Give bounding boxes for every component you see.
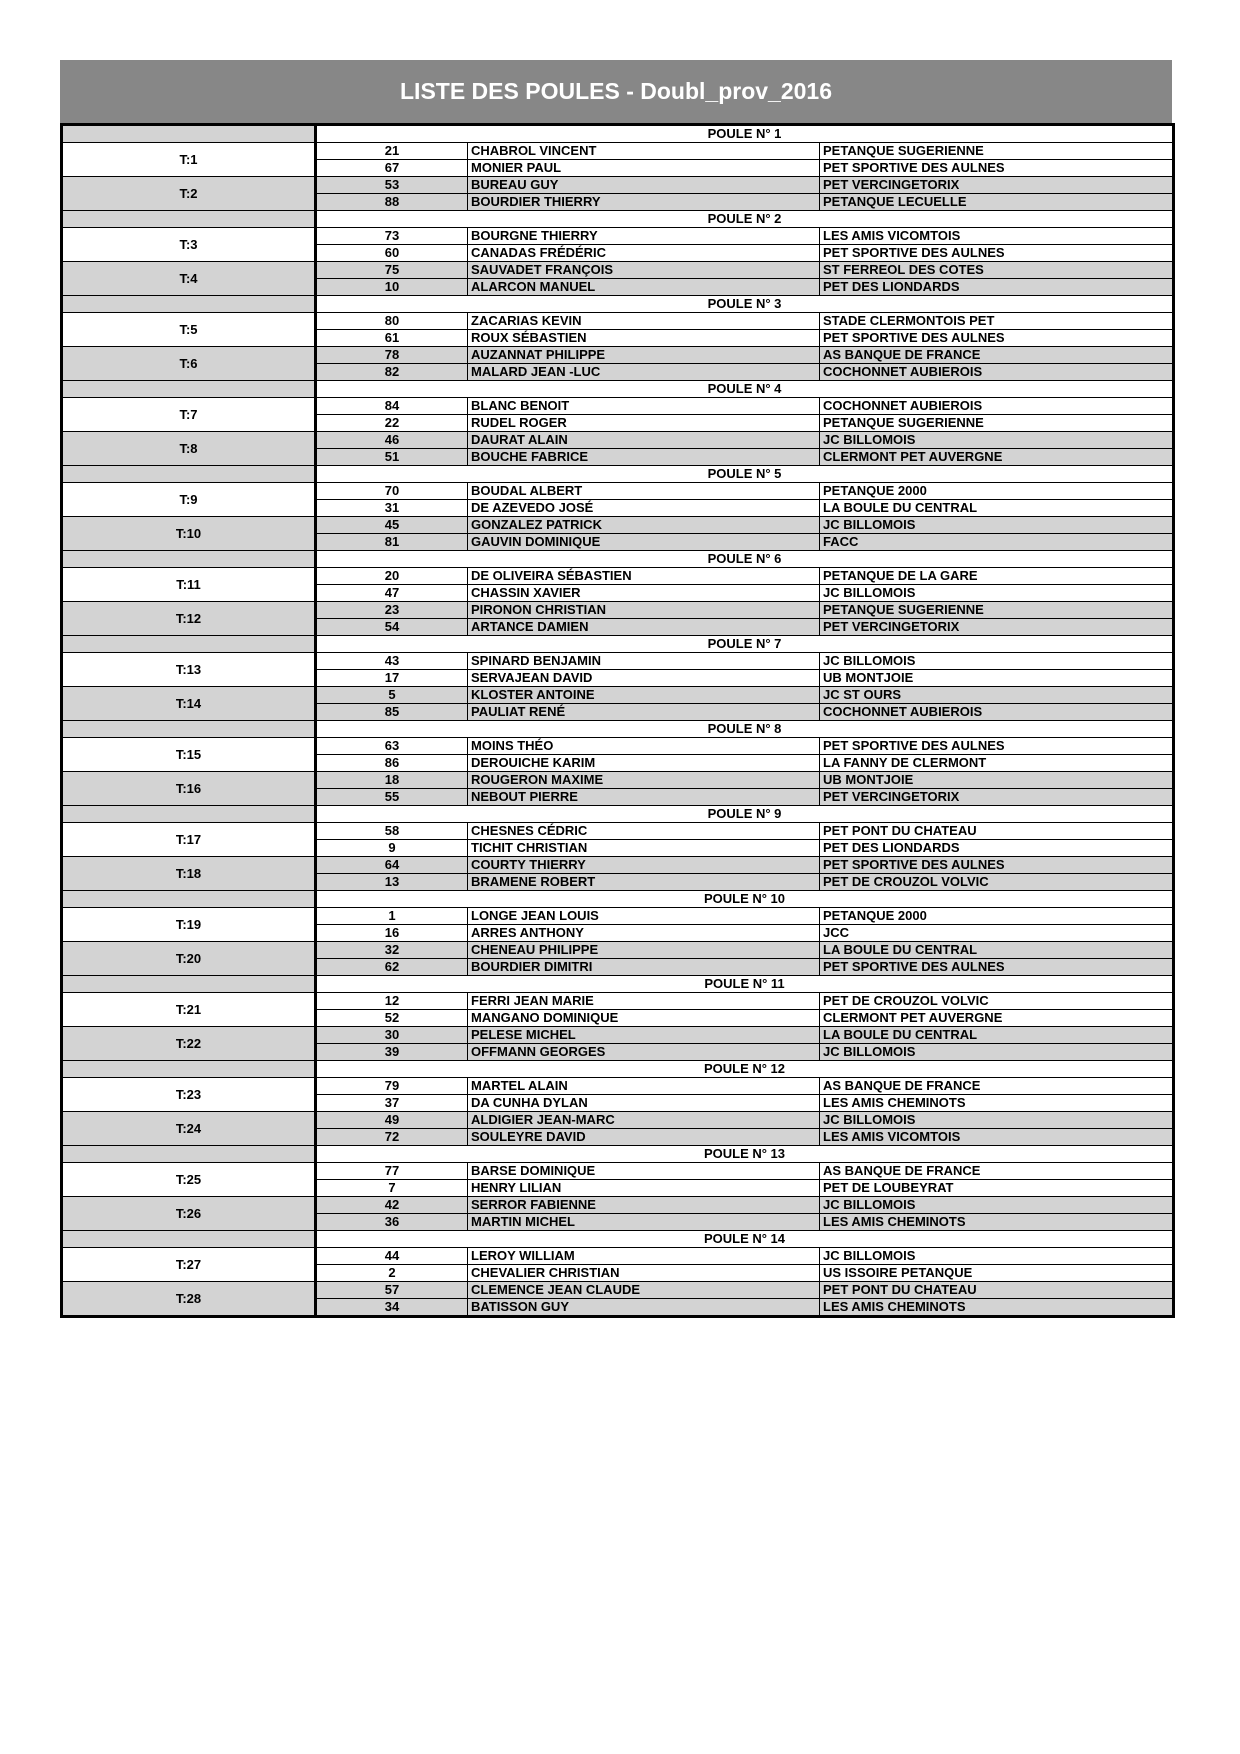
player-club: COCHONNET AUBIEROIS <box>820 364 1174 381</box>
player-name: DAURAT ALAIN <box>468 432 820 449</box>
player-name: BOUCHE FABRICE <box>468 449 820 466</box>
player-row <box>62 993 1174 1010</box>
player-club: PET SPORTIVE DES AULNES <box>820 857 1174 874</box>
player-number: 43 <box>316 653 468 670</box>
player-number: 47 <box>316 585 468 602</box>
player-club: CLERMONT PET AUVERGNE <box>820 1010 1174 1027</box>
poule-header-spacer <box>62 1061 316 1078</box>
player-name: CHEVALIER CHRISTIAN <box>468 1265 820 1282</box>
poule-title: POULE N° 8 <box>316 721 1174 738</box>
player-number: 42 <box>316 1197 468 1214</box>
poule-title: POULE N° 7 <box>316 636 1174 653</box>
player-name: BUREAU GUY <box>468 177 820 194</box>
player-row <box>62 1248 1174 1265</box>
player-number: 22 <box>316 415 468 432</box>
poule-title: POULE N° 12 <box>316 1061 1174 1078</box>
poule-title: POULE N° 9 <box>316 806 1174 823</box>
poule-header-spacer <box>62 976 316 993</box>
title-bar <box>60 60 1172 123</box>
player-number: 18 <box>316 772 468 789</box>
team-label: T:23 <box>62 1078 316 1112</box>
player-name: ZACARIAS KEVIN <box>468 313 820 330</box>
player-row <box>62 262 1174 279</box>
player-number: 75 <box>316 262 468 279</box>
player-number: 53 <box>316 177 468 194</box>
player-club: PET VERCINGETORIX <box>820 789 1174 806</box>
player-name: CLEMENCE JEAN CLAUDE <box>468 1282 820 1299</box>
team-label: T:9 <box>62 483 316 517</box>
team-label: T:15 <box>62 738 316 772</box>
player-number: 70 <box>316 483 468 500</box>
player-club: JC BILLOMOIS <box>820 432 1174 449</box>
player-club: PET SPORTIVE DES AULNES <box>820 738 1174 755</box>
team-label: T:14 <box>62 687 316 721</box>
player-number: 57 <box>316 1282 468 1299</box>
team-label: T:7 <box>62 398 316 432</box>
player-club: COCHONNET AUBIEROIS <box>820 398 1174 415</box>
poule-header-row <box>62 1061 1174 1078</box>
poule-header-row <box>62 296 1174 313</box>
player-number: 9 <box>316 840 468 857</box>
poule-header-row <box>62 1231 1174 1248</box>
player-row <box>62 517 1174 534</box>
player-name: BARSE DOMINIQUE <box>468 1163 820 1180</box>
player-row <box>62 772 1174 789</box>
team-label: T:1 <box>62 143 316 177</box>
poule-header-row <box>62 976 1174 993</box>
player-name: HENRY LILIAN <box>468 1180 820 1197</box>
player-number: 13 <box>316 874 468 891</box>
team-label: T:8 <box>62 432 316 466</box>
player-name: ROUX SÉBASTIEN <box>468 330 820 347</box>
player-number: 21 <box>316 143 468 160</box>
player-club: UB MONTJOIE <box>820 772 1174 789</box>
poules-table-body <box>62 125 1174 1317</box>
player-name: BOURDIER DIMITRI <box>468 959 820 976</box>
player-club: PETANQUE 2000 <box>820 483 1174 500</box>
player-club: PET DE LOUBEYRAT <box>820 1180 1174 1197</box>
player-club: LA BOULE DU CENTRAL <box>820 942 1174 959</box>
player-number: 32 <box>316 942 468 959</box>
player-name: ARTANCE DAMIEN <box>468 619 820 636</box>
player-number: 79 <box>316 1078 468 1095</box>
poule-header-spacer <box>62 211 316 228</box>
player-name: BOURGNE THIERRY <box>468 228 820 245</box>
player-name: FERRI JEAN MARIE <box>468 993 820 1010</box>
player-club: UB MONTJOIE <box>820 670 1174 687</box>
player-club: PET DE CROUZOL VOLVIC <box>820 993 1174 1010</box>
player-club: JC ST OURS <box>820 687 1174 704</box>
player-number: 55 <box>316 789 468 806</box>
poule-header-spacer <box>62 891 316 908</box>
player-row <box>62 1282 1174 1299</box>
team-label: T:25 <box>62 1163 316 1197</box>
player-number: 82 <box>316 364 468 381</box>
player-name: CHABROL VINCENT <box>468 143 820 160</box>
player-name: SAUVADET FRANÇOIS <box>468 262 820 279</box>
player-club: PET VERCINGETORIX <box>820 177 1174 194</box>
player-club: PET VERCINGETORIX <box>820 619 1174 636</box>
player-club: JC BILLOMOIS <box>820 1248 1174 1265</box>
player-club: PETANQUE SUGERIENNE <box>820 602 1174 619</box>
player-club: PET SPORTIVE DES AULNES <box>820 330 1174 347</box>
player-name: GONZALEZ PATRICK <box>468 517 820 534</box>
player-name: SOULEYRE DAVID <box>468 1129 820 1146</box>
player-club: FACC <box>820 534 1174 551</box>
player-number: 88 <box>316 194 468 211</box>
team-label: T:26 <box>62 1197 316 1231</box>
player-number: 31 <box>316 500 468 517</box>
player-number: 60 <box>316 245 468 262</box>
player-name: BRAMENE ROBERT <box>468 874 820 891</box>
player-number: 30 <box>316 1027 468 1044</box>
player-club: LES AMIS CHEMINOTS <box>820 1299 1174 1317</box>
poule-header-row <box>62 1146 1174 1163</box>
player-number: 54 <box>316 619 468 636</box>
poule-title: POULE N° 4 <box>316 381 1174 398</box>
player-number: 20 <box>316 568 468 585</box>
player-name: MOINS THÉO <box>468 738 820 755</box>
player-name: GAUVIN DOMINIQUE <box>468 534 820 551</box>
player-name: PIRONON CHRISTIAN <box>468 602 820 619</box>
player-row <box>62 857 1174 874</box>
player-club: PET SPORTIVE DES AULNES <box>820 245 1174 262</box>
player-row <box>62 568 1174 585</box>
player-row <box>62 602 1174 619</box>
player-number: 12 <box>316 993 468 1010</box>
player-number: 39 <box>316 1044 468 1061</box>
player-row <box>62 942 1174 959</box>
team-label: T:22 <box>62 1027 316 1061</box>
player-number: 10 <box>316 279 468 296</box>
poule-header-spacer <box>62 1231 316 1248</box>
player-name: SERVAJEAN DAVID <box>468 670 820 687</box>
player-row <box>62 313 1174 330</box>
player-club: LES AMIS VICOMTOIS <box>820 1129 1174 1146</box>
team-label: T:11 <box>62 568 316 602</box>
poules-table <box>60 123 1175 1318</box>
player-row <box>62 347 1174 364</box>
poule-header-row <box>62 721 1174 738</box>
player-name: BLANC BENOIT <box>468 398 820 415</box>
player-name: SPINARD BENJAMIN <box>468 653 820 670</box>
player-club: ST FERREOL DES COTES <box>820 262 1174 279</box>
poule-header-row <box>62 211 1174 228</box>
player-number: 37 <box>316 1095 468 1112</box>
player-number: 17 <box>316 670 468 687</box>
player-number: 58 <box>316 823 468 840</box>
player-club: CLERMONT PET AUVERGNE <box>820 449 1174 466</box>
poule-header-spacer <box>62 296 316 313</box>
player-club: PET PONT DU CHATEAU <box>820 1282 1174 1299</box>
player-name: ROUGERON MAXIME <box>468 772 820 789</box>
poules-sheet <box>60 60 1172 1318</box>
player-club: AS BANQUE DE FRANCE <box>820 347 1174 364</box>
player-number: 73 <box>316 228 468 245</box>
player-club: PETANQUE DE LA GARE <box>820 568 1174 585</box>
player-club: PET DES LIONDARDS <box>820 840 1174 857</box>
player-club: PET SPORTIVE DES AULNES <box>820 959 1174 976</box>
player-club: LES AMIS VICOMTOIS <box>820 228 1174 245</box>
player-name: DEROUICHE KARIM <box>468 755 820 772</box>
player-row <box>62 653 1174 670</box>
player-club: JC BILLOMOIS <box>820 1197 1174 1214</box>
poule-title: POULE N° 13 <box>316 1146 1174 1163</box>
poule-header-spacer <box>62 125 316 143</box>
player-row <box>62 1197 1174 1214</box>
player-name: DE OLIVEIRA SÉBASTIEN <box>468 568 820 585</box>
poule-header-row <box>62 806 1174 823</box>
player-name: PELESE MICHEL <box>468 1027 820 1044</box>
player-number: 52 <box>316 1010 468 1027</box>
player-club: AS BANQUE DE FRANCE <box>820 1078 1174 1095</box>
player-row <box>62 483 1174 500</box>
player-name: RUDEL ROGER <box>468 415 820 432</box>
player-name: CHASSIN XAVIER <box>468 585 820 602</box>
player-club: JC BILLOMOIS <box>820 1044 1174 1061</box>
player-club: COCHONNET AUBIEROIS <box>820 704 1174 721</box>
player-name: DE AZEVEDO JOSÉ <box>468 500 820 517</box>
poule-header-row <box>62 551 1174 568</box>
player-number: 81 <box>316 534 468 551</box>
player-number: 5 <box>316 687 468 704</box>
player-club: PET DES LIONDARDS <box>820 279 1174 296</box>
player-number: 45 <box>316 517 468 534</box>
team-label: T:21 <box>62 993 316 1027</box>
poule-header-spacer <box>62 806 316 823</box>
player-name: AUZANNAT PHILIPPE <box>468 347 820 364</box>
player-name: OFFMANN GEORGES <box>468 1044 820 1061</box>
page-title: LISTE DES POULES - Doubl_prov_2016 <box>400 78 832 104</box>
player-number: 1 <box>316 908 468 925</box>
poule-title: POULE N° 3 <box>316 296 1174 313</box>
player-name: BOUDAL ALBERT <box>468 483 820 500</box>
player-name: BOURDIER THIERRY <box>468 194 820 211</box>
poule-title: POULE N° 2 <box>316 211 1174 228</box>
poule-header-spacer <box>62 636 316 653</box>
team-label: T:18 <box>62 857 316 891</box>
player-number: 23 <box>316 602 468 619</box>
player-number: 16 <box>316 925 468 942</box>
player-name: LEROY WILLIAM <box>468 1248 820 1265</box>
player-club: PETANQUE SUGERIENNE <box>820 143 1174 160</box>
player-name: MARTIN MICHEL <box>468 1214 820 1231</box>
team-label: T:27 <box>62 1248 316 1282</box>
player-row <box>62 1027 1174 1044</box>
player-number: 78 <box>316 347 468 364</box>
player-number: 80 <box>316 313 468 330</box>
player-number: 61 <box>316 330 468 347</box>
player-row <box>62 1163 1174 1180</box>
player-number: 67 <box>316 160 468 177</box>
player-club: STADE CLERMONTOIS PET <box>820 313 1174 330</box>
player-number: 86 <box>316 755 468 772</box>
team-label: T:16 <box>62 772 316 806</box>
player-name: MANGANO DOMINIQUE <box>468 1010 820 1027</box>
player-name: SERROR FABIENNE <box>468 1197 820 1214</box>
player-name: MARTEL ALAIN <box>468 1078 820 1095</box>
poule-header-row <box>62 636 1174 653</box>
poule-title: POULE N° 14 <box>316 1231 1174 1248</box>
player-name: ARRES ANTHONY <box>468 925 820 942</box>
player-club: LA FANNY DE CLERMONT <box>820 755 1174 772</box>
team-label: T:2 <box>62 177 316 211</box>
poule-header-spacer <box>62 381 316 398</box>
player-name: MONIER PAUL <box>468 160 820 177</box>
poule-header-row <box>62 125 1174 143</box>
player-name: CHESNES CÉDRIC <box>468 823 820 840</box>
team-label: T:19 <box>62 908 316 942</box>
player-name: TICHIT CHRISTIAN <box>468 840 820 857</box>
player-row <box>62 398 1174 415</box>
player-number: 34 <box>316 1299 468 1317</box>
poule-title: POULE N° 6 <box>316 551 1174 568</box>
player-number: 49 <box>316 1112 468 1129</box>
player-name: ALARCON MANUEL <box>468 279 820 296</box>
player-number: 84 <box>316 398 468 415</box>
player-row <box>62 738 1174 755</box>
player-number: 2 <box>316 1265 468 1282</box>
player-club: PET SPORTIVE DES AULNES <box>820 160 1174 177</box>
player-club: PET DE CROUZOL VOLVIC <box>820 874 1174 891</box>
team-label: T:4 <box>62 262 316 296</box>
player-number: 51 <box>316 449 468 466</box>
poule-header-row <box>62 891 1174 908</box>
player-name: BATISSON GUY <box>468 1299 820 1317</box>
player-club: US ISSOIRE PETANQUE <box>820 1265 1174 1282</box>
player-club: AS BANQUE DE FRANCE <box>820 1163 1174 1180</box>
player-club: LES AMIS CHEMINOTS <box>820 1095 1174 1112</box>
poule-header-spacer <box>62 721 316 738</box>
player-name: CHENEAU PHILIPPE <box>468 942 820 959</box>
player-club: PET PONT DU CHATEAU <box>820 823 1174 840</box>
team-label: T:24 <box>62 1112 316 1146</box>
player-club: LES AMIS CHEMINOTS <box>820 1214 1174 1231</box>
player-row <box>62 687 1174 704</box>
player-number: 44 <box>316 1248 468 1265</box>
player-club: JCC <box>820 925 1174 942</box>
poule-header-spacer <box>62 466 316 483</box>
player-name: LONGE JEAN LOUIS <box>468 908 820 925</box>
poule-header-spacer <box>62 551 316 568</box>
poule-header-spacer <box>62 1146 316 1163</box>
player-row <box>62 228 1174 245</box>
player-club: JC BILLOMOIS <box>820 653 1174 670</box>
player-row <box>62 823 1174 840</box>
poule-header-row <box>62 381 1174 398</box>
team-label: T:12 <box>62 602 316 636</box>
player-number: 46 <box>316 432 468 449</box>
player-club: LA BOULE DU CENTRAL <box>820 500 1174 517</box>
player-club: JC BILLOMOIS <box>820 517 1174 534</box>
team-label: T:5 <box>62 313 316 347</box>
player-club: PETANQUE SUGERIENNE <box>820 415 1174 432</box>
player-number: 77 <box>316 1163 468 1180</box>
player-club: JC BILLOMOIS <box>820 585 1174 602</box>
player-club: PETANQUE 2000 <box>820 908 1174 925</box>
player-number: 64 <box>316 857 468 874</box>
player-club: LA BOULE DU CENTRAL <box>820 1027 1174 1044</box>
player-row <box>62 1078 1174 1095</box>
poule-header-row <box>62 466 1174 483</box>
player-row <box>62 177 1174 194</box>
player-number: 72 <box>316 1129 468 1146</box>
player-name: MALARD JEAN -LUC <box>468 364 820 381</box>
team-label: T:10 <box>62 517 316 551</box>
player-club: PETANQUE LECUELLE <box>820 194 1174 211</box>
player-row <box>62 432 1174 449</box>
player-name: NEBOUT PIERRE <box>468 789 820 806</box>
player-name: CANADAS FRÉDÉRIC <box>468 245 820 262</box>
player-name: PAULIAT RENÉ <box>468 704 820 721</box>
player-name: ALDIGIER JEAN-MARC <box>468 1112 820 1129</box>
team-label: T:6 <box>62 347 316 381</box>
player-club: JC BILLOMOIS <box>820 1112 1174 1129</box>
player-number: 62 <box>316 959 468 976</box>
team-label: T:13 <box>62 653 316 687</box>
player-number: 36 <box>316 1214 468 1231</box>
player-number: 7 <box>316 1180 468 1197</box>
player-row <box>62 1112 1174 1129</box>
player-row <box>62 908 1174 925</box>
team-label: T:17 <box>62 823 316 857</box>
player-number: 85 <box>316 704 468 721</box>
poule-title: POULE N° 5 <box>316 466 1174 483</box>
poule-title: POULE N° 1 <box>316 125 1174 143</box>
player-name: COURTY THIERRY <box>468 857 820 874</box>
player-number: 63 <box>316 738 468 755</box>
poule-title: POULE N° 10 <box>316 891 1174 908</box>
poule-title: POULE N° 11 <box>316 976 1174 993</box>
player-name: DA CUNHA DYLAN <box>468 1095 820 1112</box>
team-label: T:20 <box>62 942 316 976</box>
team-label: T:3 <box>62 228 316 262</box>
player-name: KLOSTER ANTOINE <box>468 687 820 704</box>
team-label: T:28 <box>62 1282 316 1317</box>
player-row <box>62 143 1174 160</box>
